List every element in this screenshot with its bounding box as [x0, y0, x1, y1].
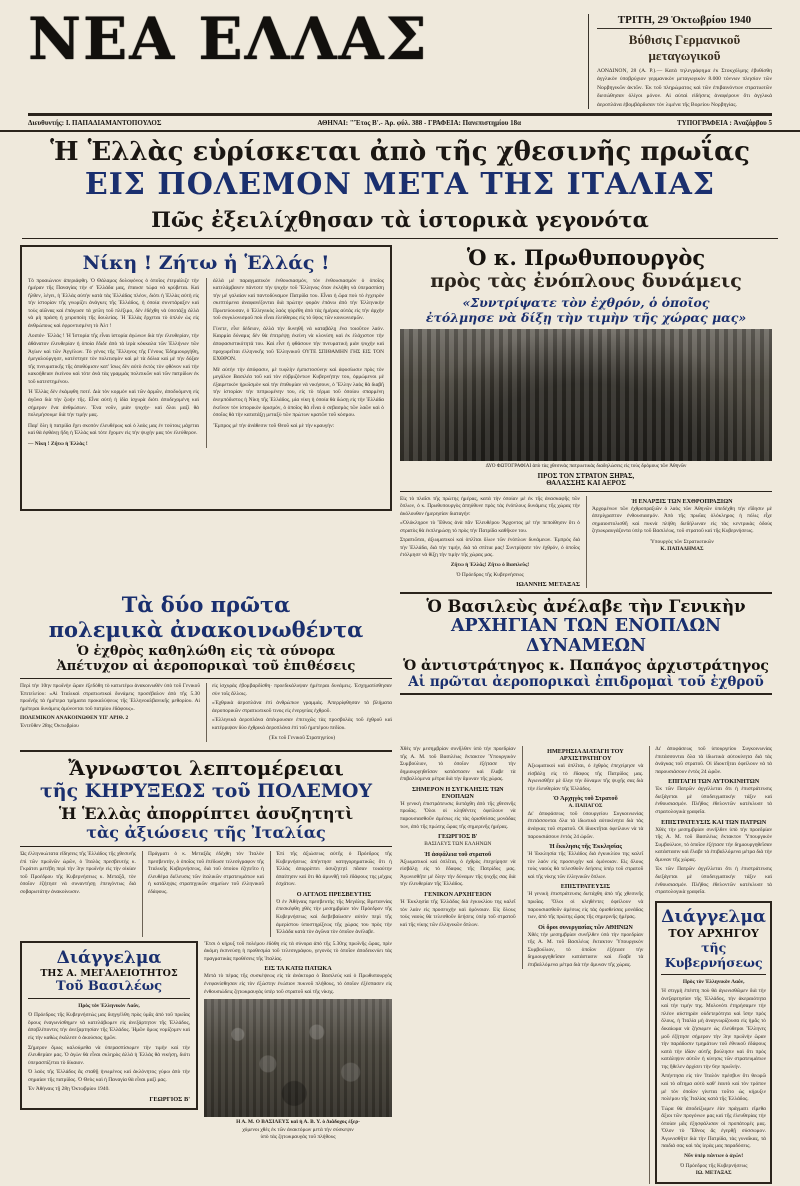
- crowd-photo: [400, 329, 772, 461]
- details-title-1: Ἄγνωστοι λεπτομέρειαι: [68, 756, 344, 781]
- editorial-p4: Παρ' ὅλη ἡ πατρίδα ἔχει σκοπὸν ἐλευθέρως καὶ ὁ λαὸς μας ἐν τούτοις μάχεται καὶ θὰ ἐφθάνῃ ἤδη ἡ Ἑλλὰς καὶ τότε ἔχομεν εἰς τὴν ψυχὴν μας τὸν ἐλεύθερον.: [28, 422, 199, 437]
- sidebar-article: ΛΟΝΔΙΝΟΝ, 28 (Α. Ρ.).— Κατὰ τηλεγράφημα ἐκ Στοκχόλμης ἐβυθίσθη ἀγγλικὸν ὑποβρύχιον γερμανικὸν μεταγωγικὸν 8.000 τόννων πλησίον τῶν Νορβηγικῶν ἀκτῶν. Ἐκ τοῦ πληρώματος καὶ τῶν ἐπιβαινόντων στρατιωτῶν διεσώθησαν ὀλίγοι μόνον. Αἱ αὐταὶ εἰδήσεις ἀναφέρουν ὅτι ἀγγλικὰ ἀεροπλάνα ἐβομβάρδισαν τὸν λιμένα τῆς Βορείου Νορβηγίας.: [597, 68, 772, 108]
- editorial-box: [20, 245, 392, 511]
- crowd-photo-caption: ΔΥΟ ΦΩΤΟΓΡΑΦΙΑΙ ἀπὸ τὰς χθεσινὰς πατριωτικὰς διαδηλώσεις εἰς τοὺς δρόμους τῶν Ἀθηνῶν: [485, 462, 687, 469]
- govt-proc-p4: Νῦν ὑπὲρ πάντων ὁ ἀγών!: [684, 1153, 744, 1160]
- king-proc-title: Διάγγελμα: [56, 947, 162, 968]
- details-title-2: τῆς ΚΗΡΥΞΕΩΣ τοῦ ΠΟΛΕΜΟΥ: [39, 780, 373, 803]
- details-column: [20, 746, 392, 1142]
- rc3-text-3: Χθὲς τὴν μεσημβρίαν συνῆλθεν ὑπὸ τὴν προεδρίαν τῆς Α. Μ. τοῦ Βασιλέως ἔκτακτον Ὑπουργικὸν Συμβούλιον, τὸ ὁποῖον ἐξήτασε τὴν δημιουργηθεῖσαν κατάστασιν καὶ ἔλαβε τὰ ἐπιβαλλόμενα μέτρα διὰ τὴν ἄμυναν τῆς χώρας.: [655, 826, 773, 863]
- headline-line-3: Πῶς ἐξειλίχθησαν τὰ ἱστορικὰ γεγονότα: [151, 206, 649, 232]
- details-col-1: Ὡς ἐλληνικώτατα εἴδησεις τῆς Ἑλλάδος τῆς χθεσινῆς ἐπὶ τῶν πρωϊνῶν ὡρῶν, ὁ Ἰταλὸς πρεσβευτὴς κ. Γκράτσι μετέβη περὶ τὴν 3ην πρωϊνὴν εἰς τὴν οἰκίαν τοῦ Προέδρου τῆς Κυβερνήσεως κ. Μεταξᾶ, τὸν ὁποῖον ἐζήτησε νὰ συναντήσῃ ἐπειγόντως διὰ σοβαρωτάτην ἀνακοίνωσιν.: [20, 851, 136, 895]
- rc2-head-2: Ὁ Ἀρχηγὸς τοῦ Στρατοῦ: [553, 795, 618, 803]
- pm-sub-2: ΘΑΛΑΣΣΗΣ ΚΑΙ ΑΕΡΟΣ: [546, 478, 626, 487]
- rc1-head-3: ΒΑΣΙΛΕΥΣ ΤΩΝ ΕΛΛΗΝΩΝ: [424, 841, 492, 848]
- details-rule-bottom: [20, 846, 392, 847]
- king-proc-p3: Ὁ λαὸς τῆς Ἑλλάδος ἂς σταθῇ ἡνωμένος καὶ ἀκλόνητος γύρω ἀπὸ τὴν σημαίαν τῆς πατρίδος. Ὁ Θεὸς καὶ ἡ Παναγία θὰ εἶναι μαζί μας.: [28, 1069, 190, 1083]
- communique-2-text: εἰς ἰσχυρὰς ἐβομβαρδίσθη· προεδικάλυψαν ἡμέτεραι δυνάμεις. Ἐσχηματίσθησαν σὺν τοῖς ἄλλοις.: [212, 683, 392, 697]
- king-proc-p1: Ὁ Πρόεδρος τῆς Κυβερνήσεώς μας διηγγέλθη πρὸς ὑμᾶς ἀπὸ τοῦ πρωΐας ὅρους ἐναγωνίσθημεν νὰ κατελάβωμεν εἰς ἀνεξάρτητον τῆς Ἑλλάδος, ἀποβλέποντες τὴν ἀνεξαρτησίαν τῆς Ἑλλάδος. Ἡμῶν ὅμως νομίζομεν καὶ εἰς τὴν καθὼς ἐκάλεσε ὁ ἀκούσιος ἡμῶν.: [28, 1012, 190, 1041]
- right-col-3: [649, 746, 772, 1184]
- details-rule-top: [20, 750, 392, 752]
- sidebar-headline: Βύθισις Γερμανικοῦ μεταγωγικοῦ: [628, 32, 741, 63]
- imprint-issue: ΑΘΗΝΑΙ: "Ἔτος Β'.- Ἀρ. φύλ. 388 - ΓΡΑΦΕΙΑ: Πανεπιστημίου 18α: [317, 118, 522, 127]
- editorial-c2-p2: Γίνετε, εἶνε δέδειον, ἀλλὰ τὴν δυνηθῆ νὰ καταβάλῃ ἕνα τοιοῦτον λαόν. Καιρμία δύναμις δὲν θὰ ἐπιτρέψῃ ἐκείνη νὰ κλονίση καὶ ἐκ ἐλάχιστον τὴν ἀποφασιστικότητά του. Καὶ εἶνε ἡ φθάσουν τὴν πνευματικὴ μιὰν ψυχὴν καὶ προχωρεῖται ἐλληνικῆς τοῦ Ἐλληνικοῦ ΟΥΤΕ ΣΠΙΘΑΜΗΝ ΓΗΣ ΕΙΣ ΤΟΝ ΕΧΘΡΟΝ.: [213, 325, 384, 363]
- king-photo-caption-2: χόμενοι χθὲς ἐκ τῶν ἀνακτόρων μετὰ τὴν σύσκεψιν: [242, 1126, 354, 1133]
- editorial-p1: Τὸ προαιώνιον ἀπεριάφθη. Ὁ Θάλαμος δολοφόνος ὁ ὁποῖος ἐτεριάλιζε τὴν ἡμέραν τῆς Παναγίας τὴν σ' Ἑλλάδα μας, ἐπαυσε τώρα νὰ κρύβεται. Καὶ ἤλθεν, λέγει, ἡ Ἑλλὰς αὐτὴν κατὰ τὰς Ἑλλάδας πλέον, διότι ἡ Ἑλλὰς αὐτὴ εἰς τὴν ἱστορίαν τῆς γνωρίζει ἀνάγκες τῆς Ἑλλάδος, ἡ ὁποία συνετάραξεν καὶ τοὺς αἰῶνας καὶ ἐπάγωσε τὰ χείλη τοῦ πλέξιμο, δὲν ἐδέχθη νὰ ὑποτάξῃ ἀλλὰ νὰ μὴ πράση ἡ χειροποίη τῆς δουλείας. Ἡ Ἑλλὰς ἔρχεται τὸ ὁπλόν ὡς εἰς ἀνθρώπους καὶ ἐφροντισμένη τὸ Ἀλτ !: [28, 277, 199, 329]
- king-proclamation-box: [20, 941, 198, 1110]
- pm-body-3: Στρατιῶται, ἀξιωματικοὶ καὶ ὁπλῖται ὅλων τῶν ἐνόπλων δυνάμεων. Ἐμπρὸς διὰ τὴν Ἑλλάδα, διὰ τὴν τιμήν, διὰ τὰ σπίτια μας! Συντρίψατε τὸν ἐχθρόν, ὁ ὁποῖος ἐτόλμησε νὰ θίξῃ τὴν τιμὴν τῆς χώρας μας.: [400, 537, 580, 559]
- king-proc-date: Ἐν Ἀθήναις τῇ 28ῃ Ὀκτωβρίου 1940.: [28, 1086, 110, 1093]
- rc1-head-4: Ἡ ἀσφάλεια τοῦ στρατοῦ: [424, 850, 492, 858]
- rc1-text-4: Ἡ Ἐκκλησία τῆς Ἑλλάδος διὰ ἐγκυκλίου της καλεῖ τὸν λαὸν εἰς προσευχὴν καὶ ὁμόνοιαν. Εἰς ὅλους τοὺς ναοὺς θὰ τελεσθοῦν δεήσεις ὑπὲρ τοῦ στρατοῦ καὶ τῆς νίκης τῶν ἑλληνικῶν ὅπλων.: [400, 898, 516, 928]
- govt-proc-sign-name: ΙΩ. ΜΕΤΑΞΑΣ: [695, 1170, 732, 1177]
- rc3-head-1: ΕΠΙΤΑΓΗ ΤΩΝ ΑΥΤΟΚΙΝΗΤΩΝ: [668, 778, 760, 786]
- govt-proc-sign-role: Ὁ Πρόεδρος τῆς Κυβερνήσεως: [679, 1162, 748, 1169]
- amb-text: Ὁ ἐν Ἀθήναις πρεσβευτὴς τῆς Μεγάλης Βρεταννίας ἐπεσκέφθη χθὲς τὴν μεσημβρίαν τὸν Πρόεδρον τῆς Κυβερνήσεως καὶ διεβεβαίωσεν αὐτὸν περὶ τῆς ἀμερίστου ὑποστηρίξεως τῆς χώρας του πρὸς τὴν Ἑλλάδα κατὰ τὸν ἀγῶνα τὸν ὁποῖον ἀνέλαβε.: [276, 898, 392, 936]
- pm-divider: [400, 491, 772, 492]
- pm-body-1: Εἰς τὸ πλαῖσι τῆς πρώτης ἡμέρας, κατὰ τὴν ὁποίαν μὲ ἐκ τῆς ἀνασκαφῆς τῶν ὅπλων, ὁ κ. Πρωθυπουργὸς ἀπηύθυνε πρὸς τὰς ἐνόπλους δυνάμεις τῆς χώρας τὴν ἀκόλουθον ἡμερησίαν διαταγήν:: [400, 495, 580, 517]
- communique-1-number: ΠΟΛΕΜΙΚΟΝ ΑΝΑΚΟΙΝΩΘΕΝ ΥΠ' ΑΡΙΘ. 2: [20, 715, 129, 722]
- editorial-c2-p4: Ἔμπρος μὲ τὴν ἀνάθεσιν τοῦ Θεοῦ καὶ μὲ τὴν κραυγήν:: [213, 422, 335, 429]
- details-title-3: Ἡ Ἑλλὰς ἀπορρίπτει ἀσυζητητὶ: [58, 804, 354, 824]
- row-communiques: [0, 588, 800, 742]
- govt-proc-title: Διάγγελμα: [661, 906, 767, 927]
- right-col-1: [400, 746, 516, 929]
- pm-body-2: «Ὁλόκληρον τὸ Ἔθνος ἀνὰ πᾶν Ἐλευθέρου Ἄρχοντος μὲ τὴν πεποίθησιν ὅτι ὁ στρατὸς θὰ ἐκπληρώσῃ τὸ πρὸς τὴν Πατρίδα καθῆκον του.: [400, 520, 580, 534]
- rc2-text-4: Ἡ γενικὴ ἐπιστράτευσις διετάχθη ἀπὸ τῆς χθεσινῆς πρωΐας. Ὅλοι οἱ κληθέντες ὀφείλουν νὰ παρουσιασθοῦν ἀμέσως εἰς τὰς ὁρισθείσας μονάδας των, ἀπὸ τῆς πρώτης ὥρας τῆς σημερινῆς ἡμέρας.: [527, 891, 644, 921]
- masthead: [0, 0, 800, 109]
- rc1-head-1: ΣΗΜΕΡΟΝ Η ΣΥΓΚΛΗΣΙΣ ΤΩΝ ΕΝΟΠΛΩΝ: [411, 785, 504, 800]
- imprint-bar: [0, 116, 800, 132]
- rc1-head-2: ΓΕΩΡΓΙΟΣ Β': [438, 833, 478, 841]
- king-proc-divider: [28, 998, 190, 999]
- rc2-head-3: Α. ΠΑΠΑΓΟΣ: [568, 803, 603, 810]
- pm-title-2: πρὸς τὰς ἐνόπλους δυνάμεις: [430, 269, 742, 292]
- king-line-2: ΑΡΧΗΓΙΑΝ ΤΩΝ ΕΝΟΠΛΩΝ ΔΥΝΑΜΕΩΝ: [450, 616, 722, 657]
- communique-sub-1: Ὁ ἐχθρὸς καθηλώθη εἰς τὰ σύνορα: [76, 644, 336, 660]
- headline-line-1: Ἡ Ἑλλὰς εὑρίσκεται ἀπὸ τῆς χθεσινῆς πρωΐας: [50, 136, 750, 167]
- rc3-text-2: Ἐκ τῶν Πατρῶν ἀγγέλλεται ὅτι ἡ ἐπιστράτευσις διεξάγεται μὲ ὑποδειγματικὴν τάξιν καὶ ἐνθουσιασμόν. Πλῆθος ἐθελοντῶν κατέκλυσε τὰ στρατολογικὰ γραφεῖα.: [655, 786, 773, 816]
- row-editorial: [0, 239, 800, 589]
- rc3-text-1: Δι' ἀποφάσεως τοῦ ὑπουργείου Συγκοινωνίας ἐπιτάσσονται ὅλα τὰ ἰδιωτικὰ αὐτοκίνητα διὰ τὰς ἀνάγκας τοῦ στρατοῦ. Οἱ ἰδιοκτῆται ὀφείλουν νὰ τὰ παρουσιάσουν ἐντὸς 24 ὡρῶν.: [655, 746, 773, 775]
- king-command-box: [400, 592, 772, 695]
- king-proc-signature: ΓΕΩΡΓΙΟΣ Β': [149, 1095, 190, 1103]
- right-col-2: [522, 746, 644, 969]
- editorial-p5: — Νίκη ! Ζήτω ἡ Ἑλλὰς !: [28, 440, 88, 447]
- govt-proc-p1: Ἡ στιγμὴ ἐπέστη ποὺ θὰ ἀγωνισθῶμεν διὰ τὴν ἀνεξαρτησίαν τῆς Ἑλλάδος, τὴν ἀκεραιότητα καὶ τὴν τιμήν της. Μολονότι ἐτηρήσαμεν τὴν πλέον αὐστηρὰν οὐδετερότητα καὶ ἴσην πρὸς ὅλους, ἡ Ἰταλία μὴ ἀναγνωρίζουσα εἰς ἡμᾶς τὸ δικαίωμα νὰ ζήσωμεν ὡς ἐλεύθεροι Ἕλληνες μοῦ ἐζήτησε σήμερον τὴν 3ην πρωϊνὴν ὥραν τὴν παράδοσιν τμημάτων τοῦ ἐθνικοῦ ἐδάφους κατὰ τὴν ἰδίαν αὐτῆς βούλησιν καὶ ὅτι πρὸς κατάληψιν αὐτῶν ἡ κίνησις τῶν στρατευμάτων της ἤθελεν ἀρχίσει τὴν 6ην πρωϊνήν.: [661, 988, 767, 1070]
- rc1-head-5: ΓΕΝΙΚΟΝ ΑΡΧΗΓΕΙΟΝ: [424, 890, 492, 898]
- masthead-sidebar: [588, 14, 772, 109]
- king-proc-address: Πρὸς τὸν Ἑλληνικὸν Λαόν,: [78, 1002, 140, 1009]
- pm-right-sign-name: Κ. ΠΑΠΑΔΗΜΑΣ: [660, 546, 704, 553]
- king-proc-sub2: Τοῦ Βασιλέως: [55, 978, 163, 994]
- kato-text: Μετὰ τὸ πέρας τῆς συσκέψεως εἰς τὰ ἀνάκτορα ὁ Βασιλεὺς καὶ ὁ Πρωθυπουργὸς ἐνεφανίσθησαν εἰς τὸν ἐξώστην ἐνώπιον πυκνοῦ πλήθους, τὸ ὁποῖον ἐξέσπασεν εἰς ἐνθουσιώδεις ζητωκραυγὰς ὑπὲρ τοῦ στρατοῦ καὶ τῆς νίκης.: [204, 973, 392, 995]
- communique-title-2: πολεμικὰ ἀνακοινωθέντα: [48, 617, 364, 643]
- rc1-text-1: Χθὲς τὴν μεσημβρίαν συνῆλθεν ὑπὸ τὴν προεδρίαν τῆς Α. Μ. τοῦ Βασιλέως ἔκτακτον Ὑπουργικὸν Συμβούλιον, τὸ ὁποῖον ἐξήτασε τὴν δημιουργηθεῖσαν κατάστασιν καὶ ἔλαβε τὰ ἐπιβαλλόμενα μέτρα διὰ τὴν ἄμυναν τῆς χώρας.: [400, 746, 516, 783]
- king-line-4: Αἱ πρῶται ἀεροπορικαὶ ἐπιδρομαὶ τοῦ ἐχθροῦ: [408, 674, 764, 691]
- king-photo-caption-3: ὑπὸ τὰς ζητωκραυγὰς τοῦ πλήθους: [260, 1134, 336, 1141]
- rc2-text-5: Χθὲς τὴν μεσημβρίαν συνῆλθεν ὑπὸ τὴν προεδρίαν τῆς Α. Μ. τοῦ Βασιλέως ἔκτακτον Ὑπουργικὸν Συμβούλιον, τὸ ὁποῖον ἐξήτασε τὴν δημιουργηθεῖσαν κατάστασιν καὶ ἔλαβε τὰ ἐπιβαλλόμενα μέτρα διὰ τὴν ἄμυναν τῆς χώρας.: [527, 931, 644, 968]
- govt-proc-sub2: τῆς Κυβερνήσεως: [664, 939, 763, 970]
- editorial-p2: Λοιπόν· Ἑλλάς ! Ἡ Ἱστορία τῆς εἶναι ἱστορία ἀγώνων διὰ τὴν ἐλευθερίαν, τὴν ἀθάνατον ἐλευθερίαν ἡ ὁποία ἔδιδε ἀπὸ τὰ ἱερὰ κόκκαλα τῶν Ἑλλήνων τῶν Ἁγίων καὶ τῶν Ἀγγέλων. Τὸ γένος τῆς Ἕλληνος τῆς Γένους Ἐδημιουργήθη, ἐμεγαλούργησε, κατέστησε τὸν πολιτισμὸν καὶ μὲ τὰ δόλια καὶ μὲ τὴν δόξαν τῆς πνευματικῆς τῆς ἀποθύμισιν κατ' ἴσως δὲν αὐτὸ ἐκτὸς τὸν φθόνον καὶ τὴν κακοήθειαν ἐκείνου καὶ τότε ἀνὰ τὰς γραμμὰς πολιτικῶν καὶ τῶν πατρίδων ἐκ τοῦ κατεστημένου.: [28, 333, 199, 385]
- king-photo: [204, 999, 392, 1117]
- right-columns: [400, 746, 772, 1184]
- pm-body-4: Ζήτω ἡ Ἑλλάς! Ζήτω ὁ Βασιλεύς!: [450, 562, 530, 569]
- pm-quote-1: «Συντρίψατε τὸν ἐχθρόν, ὁ ὁποῖος: [462, 294, 710, 310]
- communique-sub-2: Ἀπέτυχον αἱ ἀεροπορικαὶ τοῦ ἐπιθέσεις: [56, 659, 356, 675]
- communique-title-1: Τὰ δύο πρῶτα: [121, 592, 291, 618]
- communique-1-date: Ἐντεῦθεν 28ης Ὀκτωβρίου: [20, 722, 79, 729]
- govt-proc-p3: Τώρα θὰ ἀποδείξωμεν ἐὰν πράγματι εἴμεθα ἄξιοι τῶν προγόνων μας καὶ τῆς ἐλευθερίας τὴν ὁποίαν μᾶς ἐξησφάλισαν οἱ προπάτορές μας. Ὅλον τὸ Ἔθνος ἂς ἐγερθῇ σύσσωμον. Ἀγωνισθῆτε διὰ τὴν Πατρίδα, τὰς γυναῖκας, τὰ παιδιά σας καὶ τὰς ἱερὰς μας παραδόσεις.: [661, 1105, 767, 1150]
- newspaper-title: ΝΕΑ ΕΛΛΑΣ: [28, 5, 429, 73]
- rc2-head-6: Οἱ ὅροι συνεργασίας τῶν ΑΘΗΝΩΝ: [538, 923, 633, 931]
- pm-right-body: Ἀρχομένων τῶν ἐχθροπραξιῶν ὁ λαὸς τῶν Ἀθηνῶν ὑπεδέχθη τὴν εἴδησιν μὲ ἀπερίγραπτον ἐνθουσιασμόν. Ἀπὸ τῆς πρωΐας ὁλόκληρος ἡ πόλις εἶχε σημαιοστολισθῆ καὶ πυκνὰ πλήθη διεδήλωναν εἰς τὰς κεντρικὰς ὁδοὺς ζητωκραυγάζοντα ὑπὲρ τοῦ Βασιλέως, τοῦ στρατοῦ καὶ τῆς Κυβερνήσεως.: [592, 505, 772, 535]
- editorial-c2-p3: Μὲ αὐτὴν τὴν ἀπόφασιν, μὲ τυφλὴν ἐμπιστοσύνην καὶ ἀφοσίωσιν πρὸς τὸν μεγάλον Βασιλέα τοῦ καὶ τὸν εὐβριζόντων Κυβερνήτην του, ὁρμώμενοι μὲ ἐξαιρετικὸν ἡρωϊσμὸν καὶ τὴν ἐπιθυμίαν νὰ νικήσουν, ὁ Ἕλλην λαὸς θὰ διαβῆ τὴν ἱστορίαν τὴν πεπρωμένην του, εἰς τὸ τέρμα τοῦ ὁποίου σπαρμένη ἀνεμπόδιστος ἡ Νίκη τῆς Ἑλλάδος, μία νίκη ἡ ὁποία θὰ δώσῃ εἰς τὴν Ἑλλάδα ἐκεῖνον τὸν ἱστορικὸν ὁρισμόν, ὁ ὁποῖος θὰ εἶναι ὁ σεβασμὸς τῶν λαῶν καὶ ὁ ὁποῖος θὰ τὴν κατατάξῃ μεταξὺ τῶν πρώτων κρατῶν τοῦ κόσμου.: [213, 366, 384, 419]
- rc2-text-1: Ἀξιωματικοὶ καὶ ὁπλῖται, ὁ ἐχθρὸς ἐπεχείρησε νὰ εἰσβάλῃ εἰς τὸ ἔδαφος τῆς Πατρίδος μας. Ἀγωνισθῆτε μὲ ὅλην τὴν δύναμιν τῆς ψυχῆς σας διὰ τὴν ἐλευθερίαν τῆς Ἑλλάδος.: [527, 763, 644, 792]
- imprint-director: Διευθυντής: Ι. ΠΑΠΑΔΙΑΜΑΝΤΟΠΟΥΛΟΣ: [28, 118, 162, 127]
- rc2-text-2: Δι' ἀποφάσεως τοῦ ὑπουργείου Συγκοινωνίας ἐπιτάσσονται ὅλα τὰ ἰδιωτικὰ αὐτοκίνητα διὰ τὰς ἀνάγκας τοῦ στρατοῦ. Οἱ ἰδιοκτῆται ὀφείλουν νὰ τὰ παρουσιάσουν ἐντὸς 24 ὡρῶν.: [527, 810, 644, 840]
- pm-column: [400, 245, 772, 589]
- main-headline-block: [0, 132, 800, 232]
- communique-4-text: «Ἑλληνικὰ ἀεροπλάνα ἀπέκρουσαν ἐπιτυχῶς τὰς προσβολὰς τοῦ ἐχθροῦ καὶ κατέρριψαν δύο ἐχθρικὰ ἀεροπλάνα ἐπὶ τοῦ ἡμετέρου πεδίου.: [212, 717, 392, 731]
- govt-proc-sub1: ΤΟΥ ΑΡΧΗΓΟΥ: [668, 926, 759, 940]
- pm-sub-1: ΠΡΟΣ ΤΟΝ ΣΤΡΑΤΟΝ ΞΗΡΑΣ,: [537, 471, 635, 480]
- rc3-text-4: Ἐκ τῶν Πατρῶν ἀγγέλλεται ὅτι ἡ ἐπιστράτευσις διεξάγεται μὲ ὑποδειγματικὴν τάξιν καὶ ἐνθουσιασμόν. Πλῆθος ἐθελοντῶν κατέκλυσε τὰ στρατολογικὰ γραφεῖα.: [655, 866, 773, 896]
- rc1-text-3: Ἀξιωματικοὶ καὶ ὁπλῖται, ὁ ἐχθρὸς ἐπεχείρησε νὰ εἰσβάλῃ εἰς τὸ ἔδαφος τῆς Πατρίδος μας. Ἀγωνισθῆτε μὲ ὅλην τὴν δύναμιν τῆς ψυχῆς σας διὰ τὴν ἐλευθερίαν τῆς Ἑλλάδος.: [400, 858, 516, 888]
- editorial-c2-p1: ἀλλὰ μὲ παραγματικὸν ἐνθουσιασμόν, τὸν ἐνθουσιασμὸν ὁ ὁποῖος κατελάμβανεν πάντοτε τὴν ψυχὴν τοῦ Ἕλληνος ὅταν ἐκλήθη νὰ ὑπερασπίση τὴν μὲ γαλαίαν καὶ παντοδύναμον Πατρίδα του. Εἶναι ἡ ὥρα ποὺ τὸ ἐγχειρὸν σκεπτόμενα ἀναφανέζονται διὰ πρώτην φορὰν ἐπάνω ἀπὸ τὴν Ἑλληνικὴν Πρωτεύουσαν, ὁ Ἑλληνικὸς λαὸς ηὑρέθη ἀπὸ τὰς ἡμέρας αὐτὰς εἰς τὴν ἀρχὴν τοῦ συγκλονισμοῦ ποὺ εἶναι ἐλεύθερος εἰς τὸ ὕψος τῶν κοινωνισμῶν.: [213, 277, 384, 322]
- rc2-head-4: Ἡ ἔκκλησις τῆς Ἐκκλησίας: [548, 843, 622, 851]
- pm-quote-2: ἐτόλμησε νὰ δίξῃ τὴν τιμὴν τῆς χώρας μας»: [425, 309, 747, 325]
- govt-proc-p2: Ἀπήντησα εἰς τὸν Ἰταλὸν πρέσβυν ὅτι θεωρῶ καὶ τὸ αἴτημα αὐτὸ καθ' ἑαυτὸ καὶ τὸν τρόπον μὲ τὸν ὁποῖον γίνεται τοῦτο ὡς κήρυξιν πολέμου τῆς Ἰταλίας κατὰ τῆς Ἑλλάδος.: [661, 1073, 767, 1103]
- pm-right-sign-role: Ὑπουργὸς τῶν Στρατιωτικῶν: [650, 538, 714, 545]
- communique-3-text: «Ἐχθρικὰ ἀεροπλάνα ἐπὶ ἀνθρώπων γραμμάς. Ἀπερρίφθησαν τὰ βλήματα ἀεροπορικῶν στρατιωτικοῦ τινος εἰς ἐνεργείας ἐχθροῦ.: [212, 700, 392, 714]
- rc3-head-2: ΕΠΙΣΤΡΑΤΕΥΣΙΣ ΚΑΙ ΤΩΝ ΠΑΤΡΩΝ: [661, 818, 767, 826]
- govt-proc-address: Πρὸς τὸν Ἑλληνικὸν Λαόν,: [682, 978, 745, 985]
- rc2-head-1: ΗΜΕΡΗΣΙΑ ΔΙΑΤΑΓΗ ΤΟΥ ΑΡΧΙΣΤΡΑΤΗΓΟΥ: [547, 748, 624, 763]
- details-title-4: τὰς ἀξιώσεις τῆς Ἰταλίας: [86, 823, 326, 843]
- communique-1-text: Περὶ τὴν 10ην πρωϊνὴν ὥραν ἐξεδόθη τὸ κατωτέρω ἀνακοινωθὲν ὑπὸ τοῦ Γενικοῦ Ἐπιτελείου: «Αἱ Ἰταλικαὶ στρατιωτικαὶ δυνάμεις προσέβαλον ἀπὸ τῆς 5.30 πρωϊνῆς τὰ ἡμέτερα τμήματα προκαλύψεως τῆς Ἑλληνοαλβανικῆς μεθορίου. Αἱ ἡμέτεραι δυνάμεις ἀμύνονται τοῦ πατρίου ἐδάφους».: [20, 683, 200, 712]
- king-photo-caption-1: Η Α. Μ. Ο ΒΑΣΙΛΕΥΣ καὶ ἡ Α. Β. Υ. ὁ Διάδοχος ἐξερ-: [236, 1119, 360, 1126]
- rc1-text-2: Ἡ γενικὴ ἐπιστράτευσις διετάχθη ἀπὸ τῆς χθεσινῆς πρωΐας. Ὅλοι οἱ κληθέντες ὀφείλουν νὰ παρουσιασθοῦν ἀμέσως εἰς τὰς ὁρισθείσας μονάδας των, ἀπὸ τῆς πρώτης ὥρας τῆς σημερινῆς ἡμέρας.: [400, 800, 516, 830]
- issue-date: ΤΡΙΤΗ, 29 Ὀκτωβρίου 1940: [597, 14, 772, 29]
- editorial-p3: Ἡ Ἑλλὰς δὲν ἐκάμφθη ποτέ. Διὰ τὸν κορμόν καὶ τῶν ἁρμῶν, ἀποδυόμενη εἰς ἀγῶνα διὰ τὴν ζωήν τῆς. Εἶνα αὐτὴ ἡ ἰδία ἰσχυρὰ διότι ἀποδεχομένη καὶ σήμερον ἔνα ἀνθρώπων. Ἔνα νοῦν, μιὰν ψυχήν· καὶ ὅλοι μαζὶ θὰ πολεμήσουμε διὰ τὴν τιμήν μας.: [28, 389, 199, 419]
- row-details: [0, 742, 800, 1184]
- communique-divider: [20, 678, 392, 679]
- pm-right-head: Ἡ ΕΝΑΡΞΙΣ ΤΩΝ ΕΧΘΡΟΠΡΑΞΙΩΝ: [631, 497, 733, 505]
- rc2-text-3: Ἡ Ἐκκλησία τῆς Ἑλλάδος διὰ ἐγκυκλίου της καλεῖ τὸν λαὸν εἰς προσευχὴν καὶ ὁμόνοιαν. Εἰς ὅλους τοὺς ναοὺς θὰ τελεσθοῦν δεήσεις ὑπὲρ τοῦ στρατοῦ καὶ τῆς νίκης τῶν ἑλληνικῶν ὅπλων.: [527, 851, 644, 880]
- details-col-2: Πράγματι ὁ κ. Μεταξᾶς ἐδέχθη τὸν Ἰταλὸν πρεσβευτήν, ὁ ὁποῖος τοῦ ἐπέδωσε τελεσίγραφον τῆς Ἰταλικῆς Κυβερνήσεως, διὰ τοῦ ὁποίου ἐζητεῖτο ἡ ἐλευθέρα διέλευσις τῶν ἰταλικῶν στρατευμάτων καὶ ἡ κατάληψις στρατηγικῶν σημείων τοῦ ἑλληνικοῦ ἐδάφους.: [148, 851, 264, 895]
- king-line-1: Ὁ Βασιλεὺς ἀνέλαβε τὴν Γενικὴν: [426, 597, 746, 617]
- headline-line-2: ΕΙΣ ΠΟΛΕΜΟΝ ΜΕΤΑ ΤΗΣ ΙΤΑΛΙΑΣ: [84, 167, 716, 203]
- details-col-3: Ἐπὶ τῆς ἀξιώσεως αὐτῆς ὁ Πρόεδρος τῆς Κυβερνήσεως ἀπήντησε κατηγορηματικῶς ὅτι ἡ Ἑλλὰς ἀπορρίπτει ἀσυζητητὶ πᾶσαν τοιαύτην ἀπαίτησιν καὶ ὅτι θὰ ἀμυνθῇ τοῦ ἐδάφους της μέχρις ἐσχάτων.: [276, 851, 392, 888]
- king-proc-p2: Σήμερον ὅμως καλούμεθα νὰ ὑπερασπίσωμεν τὴν τιμὴν καὶ τὴν ἐλευθερίαν μας. Ὁ ἀγὼν θὰ εἶναι σκληρὸς ἀλλὰ ἡ Ἑλλὰς θὰ νικήσῃ, διότι ὑπερασπίζεται τὸ δίκαιον.: [28, 1044, 190, 1066]
- pm-body-5: Ὁ Πρόεδρος τῆς Κυβερνήσεως: [456, 571, 524, 578]
- king-proc-sub1: ΤΗΣ Α. ΜΕΓΑΛΕΙΟΤΗΤΟΣ: [40, 967, 178, 979]
- imprint-press: ΤΥΠΟΓΡΑΦΕΙΑ : Ἀναζάρβου 5: [676, 118, 772, 127]
- king-line-3: Ὁ ἀντιστράτηγος κ. Παπάγος ἀρχιστράτηγος: [403, 658, 769, 675]
- editorial-title: Νίκη ! Ζήτω ἡ Ἑλλάς !: [82, 251, 330, 274]
- rc2-head-5: ΕΠΙΣΤΡΑΤΕΥΣΙΣ: [560, 883, 611, 891]
- pm-signature: ΙΩΑΝΝΗΣ ΜΕΤΑΞΑΣ: [516, 581, 580, 589]
- amb-head: Ο ΑΓΓΛΟΣ ΠΡΕΣΒΕΥΤΗΣ: [296, 890, 372, 898]
- govt-proc-divider: [661, 974, 766, 975]
- pm-title-1: Ὁ κ. Πρωθυπουργὸς: [466, 244, 706, 270]
- details-col-4: Ἔτσι ὁ κήρυξ τοῦ πολέμου ἐδόθη εἰς τὰ σύνορα ἀπὸ τῆς 5.30ης πρωϊνῆς ὥρας, πρὶν ἀκόμη ἐκπνεύσῃ ἡ προθεσμία τοῦ τελεσιγράφου, γεγονὸς τὸ ὁποῖον ἀποδεικνύει τὰς πραγματικὰς προθέσεις τῆς Ἰταλίας.: [204, 940, 392, 962]
- communique-column: [20, 592, 392, 742]
- govt-proclamation-box: [655, 901, 772, 1184]
- kato-head: ΕΙΣ ΤΑ ΚΑΤΩ ΠΑΤΩΚΑ: [264, 965, 332, 973]
- communique-source: (Ἐκ τοῦ Γενικοῦ Στρατηγείου): [268, 734, 336, 741]
